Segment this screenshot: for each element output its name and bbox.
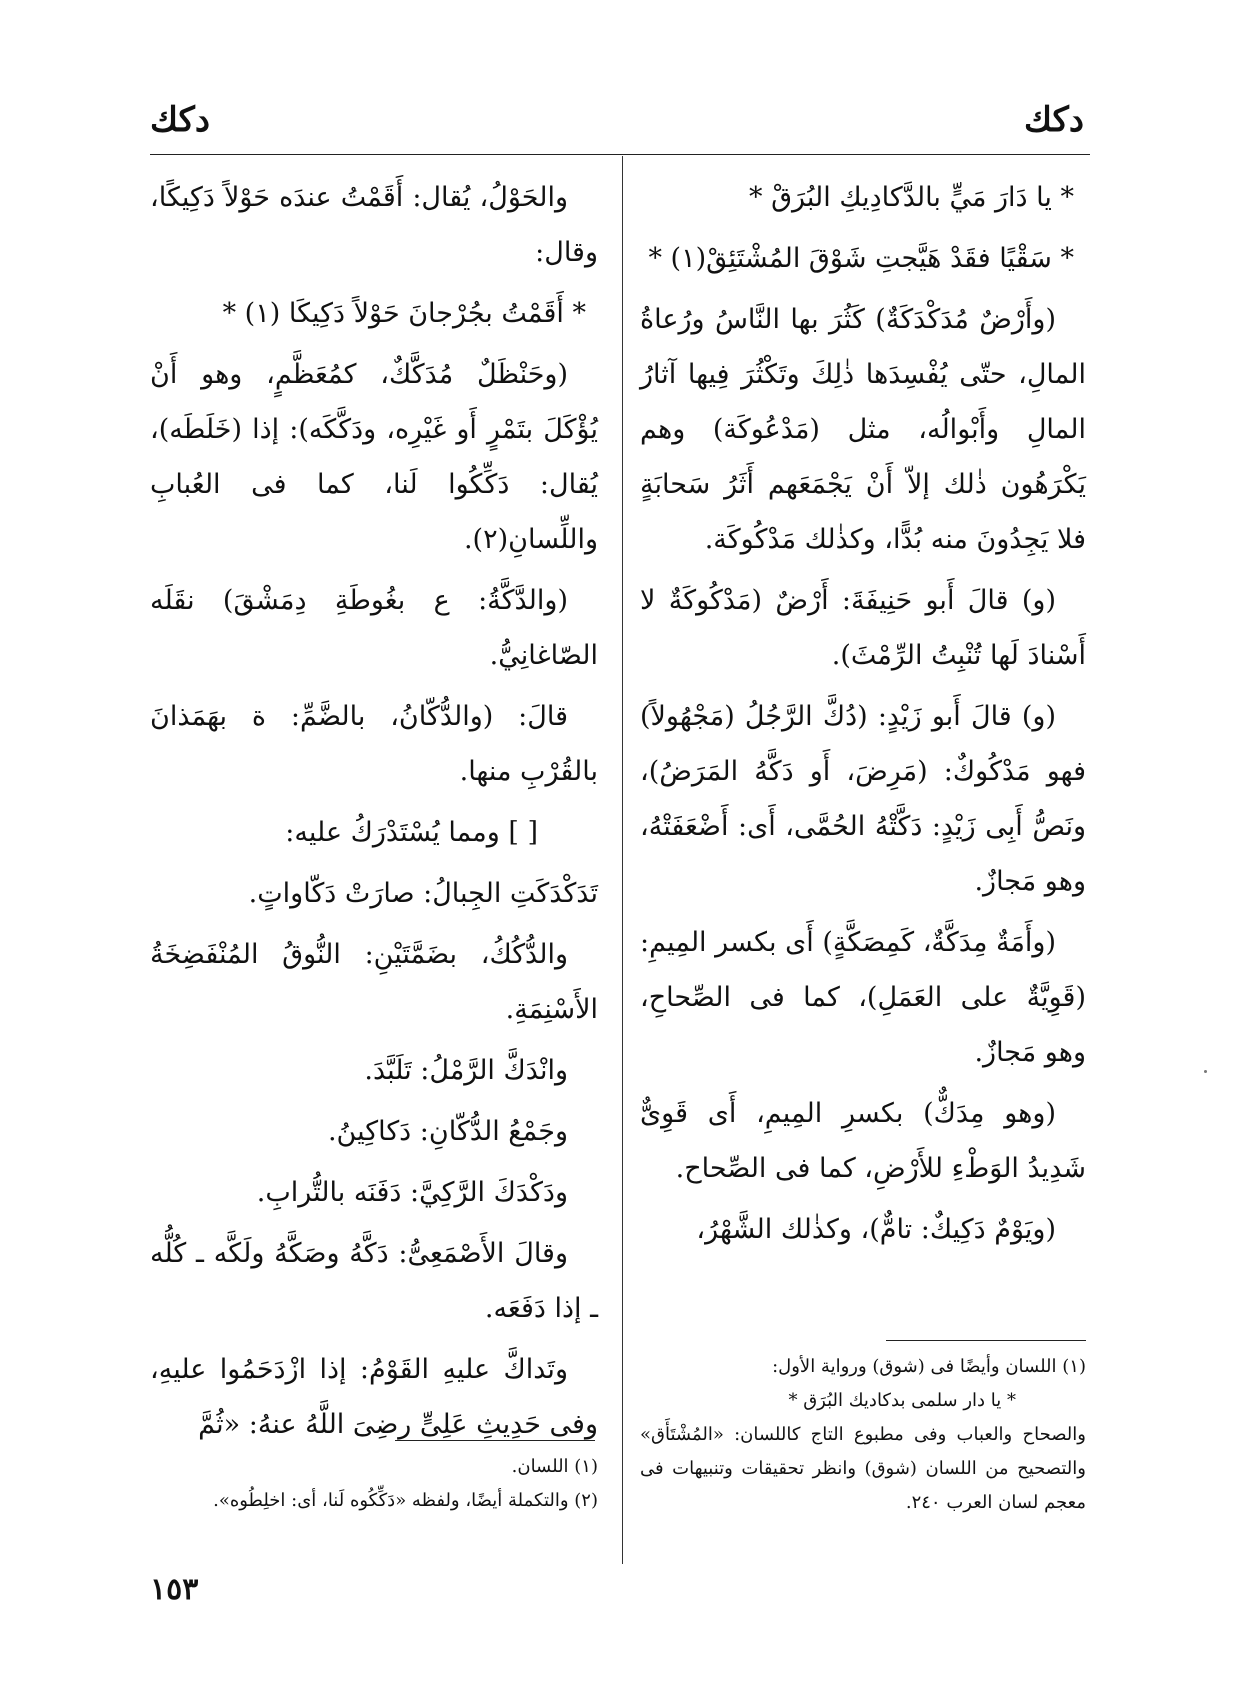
entry-paragraph: (و) قالَ أَبو زَيْدٍ: (دُكَّ الرَّجُلُ (مَجْهُولاً) فهو مَدْكُوكٌ: (مَرِضَ، أَو دَكَّهُ المَرَضُ)، ونَصُّ أَبِى زَيْدٍ: دَكَّتْهُ الحُمَّى، أَى: أَضْعَفَتْهُ، وهو مَجازٌ. bbox=[640, 701, 1086, 897]
margin-speck bbox=[1204, 1070, 1207, 1073]
right-column bbox=[640, 170, 1086, 1263]
entry-paragraph: تَدَكْدَكَتِ الجِبالُ: صارَتْ دَكّاواتٍ. bbox=[248, 878, 598, 909]
entry-paragraph: والدُّكُكُ، بضَمَّتَيْنِ: النُّوقُ المُنْفَضِخَةُ الأَسْنِمَةِ. bbox=[150, 939, 598, 1025]
page-number: ١٥٣ bbox=[150, 1572, 199, 1607]
footnote-rule-left bbox=[395, 1440, 595, 1441]
entry-paragraph: والحَوْلُ، يُقال: أَقَمْتُ عندَه حَوْلاً دَكِيكًا، وقال: bbox=[150, 182, 598, 268]
entry-paragraph: (وهو مِدَكٌّ) بكسرِ المِيمِ، أَى قَوِىٌّ شَدِيدُ الوَطْءِ للأَرْضِ، كما فى الصِّحاح. bbox=[640, 1098, 1086, 1184]
footnotes-right bbox=[640, 1350, 1086, 1520]
footnote: (٢) والتكملة أيضًا، ولفظه «دَكِّكُوه لَنا، أى: اخلِطُوه». bbox=[213, 1490, 598, 1511]
footnote-rule-right bbox=[886, 1340, 1086, 1341]
verse-line: * أَقَمْتُ بجُرْجانَ حَوْلاً دَكِيكَا (١) * bbox=[222, 298, 586, 329]
header-rule bbox=[150, 154, 1090, 155]
section-heading: [ ] ومما يُسْتَدْرَكُ عليه: bbox=[285, 817, 538, 848]
footnote-verse: * يا دار سلمى بدكاديك البُرَق * bbox=[788, 1390, 1016, 1411]
column-divider bbox=[622, 156, 623, 1564]
entry-paragraph: وانْدَكَّ الرَّمْلُ: تَلَبَّدَ. bbox=[364, 1055, 568, 1086]
entry-paragraph: (وحَنْظَلٌ مُدَكَّكٌ، كمُعَظَّمٍ، وهو أَنْ يُؤْكَلَ بتَمْرٍ أَو غَيْرِه، ودَكَّكَه): إذا (خَلَطَه)، يُقال: دَكِّكُوا لَنا، كما فى العُبابِ واللِّسانِ(٢). bbox=[150, 359, 598, 555]
entry-paragraph: (وأَرْضٌ مُدَكْدَكَةٌ) كَثُرَ بها النَّاسُ ورُعاةُ المالِ، حتّى يُفْسِدَها ذٰلِكَ وتَكْثُرَ فِيها آثارُ المالِ وأَبْوالُه، مثل (مَدْعُوكَة) وهم يَكْرَهُون ذٰلك إلاّ أَنْ يَجْمَعَهم أَثَرُ سَحابَةٍ فلا يَجِدُونَ منه بُدًّا، وكذٰلك مَدْكُوكَة. bbox=[640, 304, 1086, 555]
verse-line: * يا دَارَ مَيٍّ بالدَّكادِيكِ البُرَقْ * bbox=[748, 182, 1074, 213]
entry-paragraph: (و) قالَ أَبو حَنِيفَةَ: أَرْضٌ (مَدْكُوكَةٌ لا أَسْنادَ لَها تُنْبِتُ الرِّمْثَ). bbox=[640, 585, 1086, 671]
entry-paragraph: (ويَوْمٌ دَكِيكٌ: تامٌّ)، وكذٰلك الشَّهْرُ، bbox=[696, 1214, 1056, 1245]
entry-paragraph: قالَ: (والدُّكّانُ، بالضَّمِّ: ة بهَمَذانَ بالقُرْبِ منها. bbox=[150, 701, 598, 787]
footnote: والصحاح والعباب وفى مطبوع التاج كاللسان: «المُشْتَأَق» والتصحيح من اللسان (شوق) وانظر تحقيقات وتنبيهات فى معجم لسان العرب ٢٤٠. bbox=[640, 1424, 1086, 1513]
entry-paragraph: وجَمْعُ الدُّكّانِ: دَكاكِينُ. bbox=[327, 1116, 568, 1147]
entry-paragraph: وقالَ الأَصْمَعِىُّ: دَكَّهُ وصَكَّهُ ولَكَّه ـ كُلُّه ـ إذا دَفَعَه. bbox=[150, 1238, 598, 1324]
footnote: (١) اللسان وأيضًا فى (شوق) ورواية الأول: bbox=[772, 1356, 1086, 1377]
running-header-left: دكك bbox=[150, 100, 210, 140]
left-column bbox=[150, 170, 598, 1458]
footnotes-left bbox=[150, 1450, 598, 1518]
footnote: (١) اللسان. bbox=[511, 1456, 598, 1477]
entry-paragraph: (وأَمَةٌ مِدَكَّةٌ، كَمِصَكَّةٍ) أَى بكسر المِيمِ: (قَوِيَّةٌ على العَمَلِ)، كما فى الصِّحاحِ، وهو مَجازٌ. bbox=[640, 927, 1086, 1068]
entry-paragraph: (والدَّكَّةُ: ع بغُوطَةِ دِمَشْقَ) نقَلَه الصّاغانِيُّ. bbox=[150, 585, 598, 671]
entry-paragraph: وتَداكَّ عليهِ القَوْمُ: إذا ازْدَحَمُوا عليهِ، وفى حَدِيثِ عَلِىٍّ رضِىَ اللَّهُ عنهُ: «ثُمَّ bbox=[150, 1354, 598, 1440]
entry-paragraph: ودَكْدَكَ الرَّكِيَّ: دَفَنَه بالتُّرابِ. bbox=[256, 1177, 568, 1208]
verse-line: * سَقْيًا فقَدْ هَيَّجتِ شَوْقَ المُشْتَئِقْ(١) * bbox=[648, 243, 1074, 274]
running-header-right: دكك bbox=[1024, 100, 1084, 140]
